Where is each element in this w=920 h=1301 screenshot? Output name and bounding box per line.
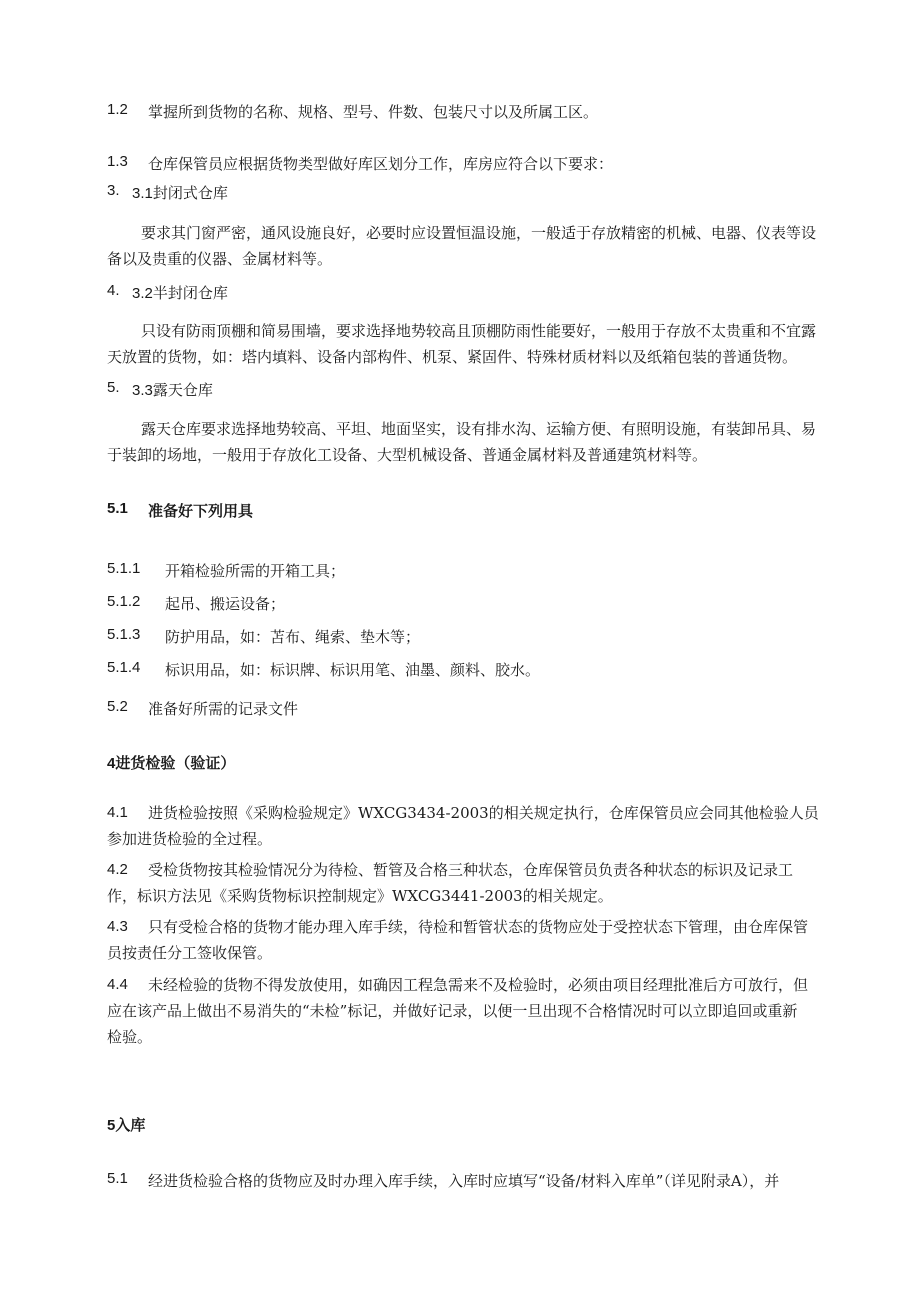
- item-number: 4.2: [107, 861, 128, 878]
- desc-line: 天放置的货物，如：塔内填料、设备内部构件、机泵、紧固件、特殊材质材料以及纸箱包装的普通货物。: [107, 348, 798, 366]
- warehouse-type-title: 3.2半封闭仓库: [132, 285, 228, 302]
- item-text: 起吊、搬运设备；: [165, 595, 286, 613]
- item-line: 只有受检合格的货物才能办理入库手续，待检和暂管状态的货物应处于受控状态下管理，由仓库保管: [148, 918, 809, 936]
- item-line: 参加进货检验的全过程。: [107, 830, 273, 848]
- desc-line: 露天仓库要求选择地势较高、平坦、地面坚实，设有排水沟、运输方便、有照明设施，有装卸吊具、易: [141, 420, 817, 438]
- item-number: 1.3: [107, 153, 128, 170]
- desc-line: 只设有防雨顶棚和简易围墙，要求选择地势较高且顶棚防雨性能要好，一般用于存放不太贵重和不宜露: [141, 322, 817, 340]
- chapter-5-heading: 5入库: [107, 1117, 146, 1134]
- item-text: 开箱检验所需的开箱工具；: [165, 562, 346, 580]
- item-number: 5.1.4: [107, 659, 141, 676]
- item-text: 标识用品，如：标识牌、标识用笔、油墨、颜料、胶水。: [165, 661, 541, 679]
- section-title: 准备好下列用具: [148, 503, 254, 520]
- desc-line: 于装卸的场地，一般用于存放化工设备、大型机械设备、普通金属材料及普通建筑材料等。: [107, 446, 708, 464]
- item-line: 未经检验的货物不得发放使用，如确因工程急需来不及检验时，必须由项目经理批准后方可放行，但: [148, 976, 809, 994]
- warehouse-type-title: 3.3露天仓库: [132, 382, 213, 399]
- chapter-4-heading: 4进货检验（验证）: [107, 755, 236, 772]
- item-line: 进货检验按照《采购检验规定》WXCG3434-2003的相关规定执行，仓库保管员应会同其他检验人员: [148, 804, 819, 822]
- item-number: 1.2: [107, 101, 128, 118]
- section-number: 5.2: [107, 698, 128, 715]
- desc-line: 要求其门窗严密，通风设施良好，必要时应设置恒温设施，一般适于存放精密的机械、电器、仪表等设: [141, 224, 817, 242]
- item-text: 经进货检验合格的货物应及时办理入库手续，入库时应填写“设备/材料入库单”（详见附录A），并: [148, 1172, 780, 1190]
- warehouse-type-title: 3.1封闭式仓库: [132, 185, 228, 202]
- list-number: 5.: [107, 379, 120, 396]
- item-number: 4.3: [107, 918, 128, 935]
- item-text: 掌握所到货物的名称、规格、型号、件数、包装尺寸以及所属工区。: [148, 103, 599, 121]
- list-number: 3.: [107, 182, 120, 199]
- item-line: 检验。: [107, 1028, 153, 1046]
- section-number: 5.1: [107, 500, 128, 517]
- item-line: 受检货物按其检验情况分为待检、暂管及合格三种状态，仓库保管员负责各种状态的标识及记录工: [148, 861, 794, 879]
- item-number: 4.4: [107, 976, 128, 993]
- item-number: 5.1.2: [107, 593, 141, 610]
- list-number: 4.: [107, 282, 120, 299]
- item-number: 5.1.3: [107, 626, 141, 643]
- item-number: 4.1: [107, 804, 128, 821]
- item-line: 员按责任分工签收保管。: [107, 944, 273, 962]
- item-number: 5.1.1: [107, 560, 141, 577]
- item-text: 防护用品，如：苫布、绳索、垫木等；: [165, 628, 421, 646]
- desc-line: 备以及贵重的仪器、金属材料等。: [107, 250, 333, 268]
- item-number: 5.1: [107, 1170, 128, 1187]
- section-title: 准备好所需的记录文件: [148, 701, 299, 718]
- item-line: 应在该产品上做出不易消失的“未检”标记，并做好记录，以便一旦出现不合格情况时可以立即追回或重新: [107, 1002, 798, 1020]
- item-line: 作，标识方法见《采购货物标识控制规定》WXCG3441-2003的相关规定。: [107, 887, 613, 905]
- item-text: 仓库保管员应根据货物类型做好库区划分工作，库房应符合以下要求：: [148, 155, 614, 173]
